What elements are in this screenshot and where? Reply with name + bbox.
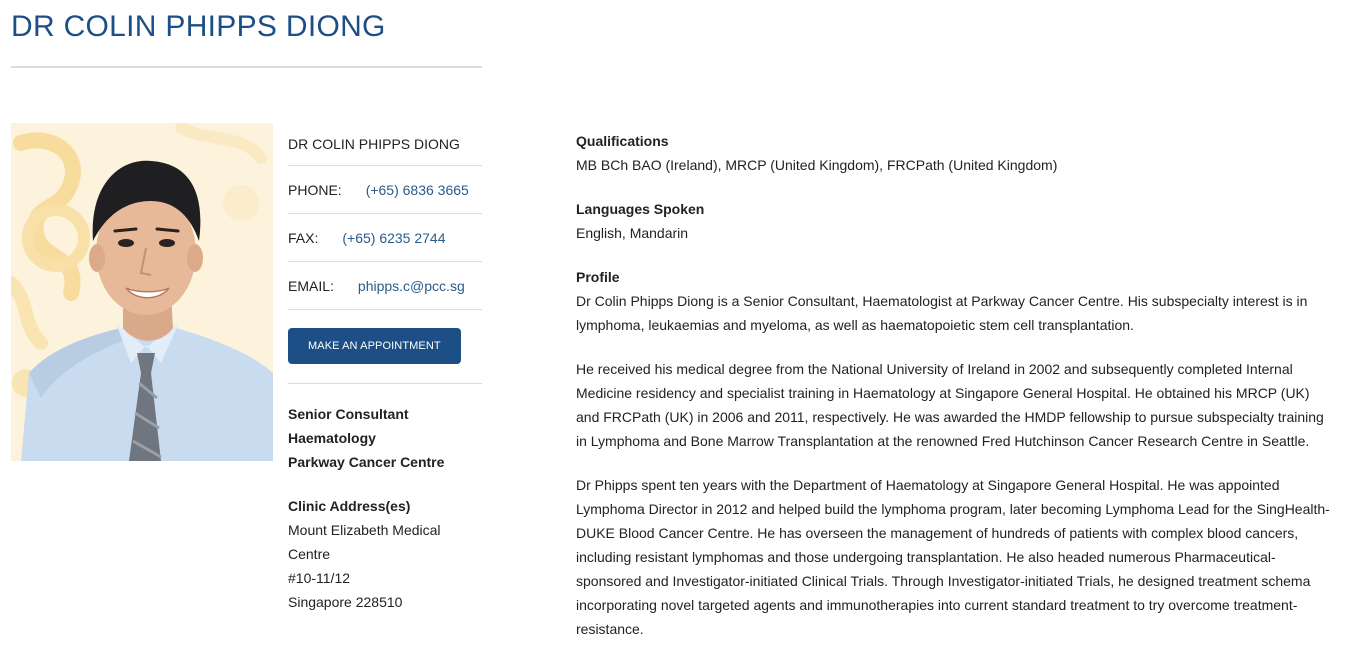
- clinic-address-line: Mount Elizabeth Medical Centre: [288, 522, 441, 562]
- doctor-roles: [288, 402, 482, 474]
- role-specialty: Haematology: [288, 430, 376, 446]
- qualifications-section: [576, 129, 1336, 177]
- doctor-photo: [11, 123, 273, 461]
- make-appointment-button[interactable]: MAKE AN APPOINTMENT: [288, 328, 461, 364]
- profile-heading: Profile: [576, 269, 620, 285]
- languages-section: [576, 197, 1336, 245]
- phone-row: [288, 166, 482, 214]
- profile-section: [576, 265, 1336, 641]
- clinic-address-line: #10-11/12: [288, 570, 351, 586]
- doctor-name: DR COLIN PHIPPS DIONG: [288, 136, 460, 152]
- clinic-address: [288, 494, 482, 614]
- fax-label: FAX:: [288, 229, 319, 246]
- qualifications-text: MB BCh BAO (Ireland), MRCP (United Kingdom), FRCPath (United Kingdom): [576, 157, 1058, 173]
- email-row: [288, 262, 482, 310]
- contact-name-row: [288, 123, 482, 166]
- email-link[interactable]: phipps.c@pcc.sg: [357, 277, 465, 294]
- appointment-row: [288, 310, 482, 384]
- qualifications-heading: Qualifications: [576, 133, 669, 149]
- languages-heading: Languages Spoken: [576, 201, 705, 217]
- fax-row: [288, 214, 482, 262]
- contact-panel: [288, 123, 482, 614]
- fax-link[interactable]: (+65) 6235 2744: [342, 229, 446, 246]
- doctor-bio: [576, 129, 1336, 661]
- role-centre: Parkway Cancer Centre: [288, 454, 445, 470]
- page-title: DR COLIN PHIPPS DIONG: [11, 10, 386, 43]
- phone-label: PHONE:: [288, 181, 342, 198]
- role-title: Senior Consultant: [288, 406, 409, 422]
- clinic-address-line: Singapore 228510: [288, 594, 403, 610]
- languages-text: English, Mandarin: [576, 225, 689, 241]
- profile-paragraph: Dr Phipps spent ten years with the Department of Haematology at Singapore General Hospital. He was appointed Lymphoma Director in 2012 and helped build the lymphoma program, later becoming Lymphoma Lead for the SingHealth-DUKE Blood Cancer Centre. He has overseen the management of hundreds of patients with complex blood cancers, including resistant lymphomas and those undergoing transplantation. He also headed numerous Pharmaceutical-sponsored and Investigator-initiated Clinical Trials. Through Investigator-initiated Trials, he designed treatment schema incorporating novel targeted agents and immunotherapies into current standard treatment to try overcome treatment-resistance.: [576, 477, 1330, 637]
- title-divider: [11, 66, 482, 68]
- profile-paragraph: Dr Colin Phipps Diong is a Senior Consultant, Haematologist at Parkway Cancer Centre. His subspecialty interest is in lymphoma, leukaemias and myeloma, as well as haematopoietic stem cell transplantation.: [576, 293, 1308, 333]
- profile-paragraph: He received his medical degree from the National University of Ireland in 2002 and subsequently completed Internal Medicine residency and specialist training in Haematology at Singapore General Hospital. He obtained his MRCP (UK) and FRCPath (UK) in 2006 and 2011, respectively. He was awarded the HMDP fellowship to pursue subspecialty training in Lymphoma and Bone Marrow Transplantation at the renowned Fred Hutchinson Cancer Research Centre in Seattle.: [576, 361, 1324, 449]
- clinic-address-heading: Clinic Address(es): [288, 498, 411, 514]
- phone-link[interactable]: (+65) 6836 3665: [365, 181, 469, 198]
- email-label: EMAIL:: [288, 277, 334, 294]
